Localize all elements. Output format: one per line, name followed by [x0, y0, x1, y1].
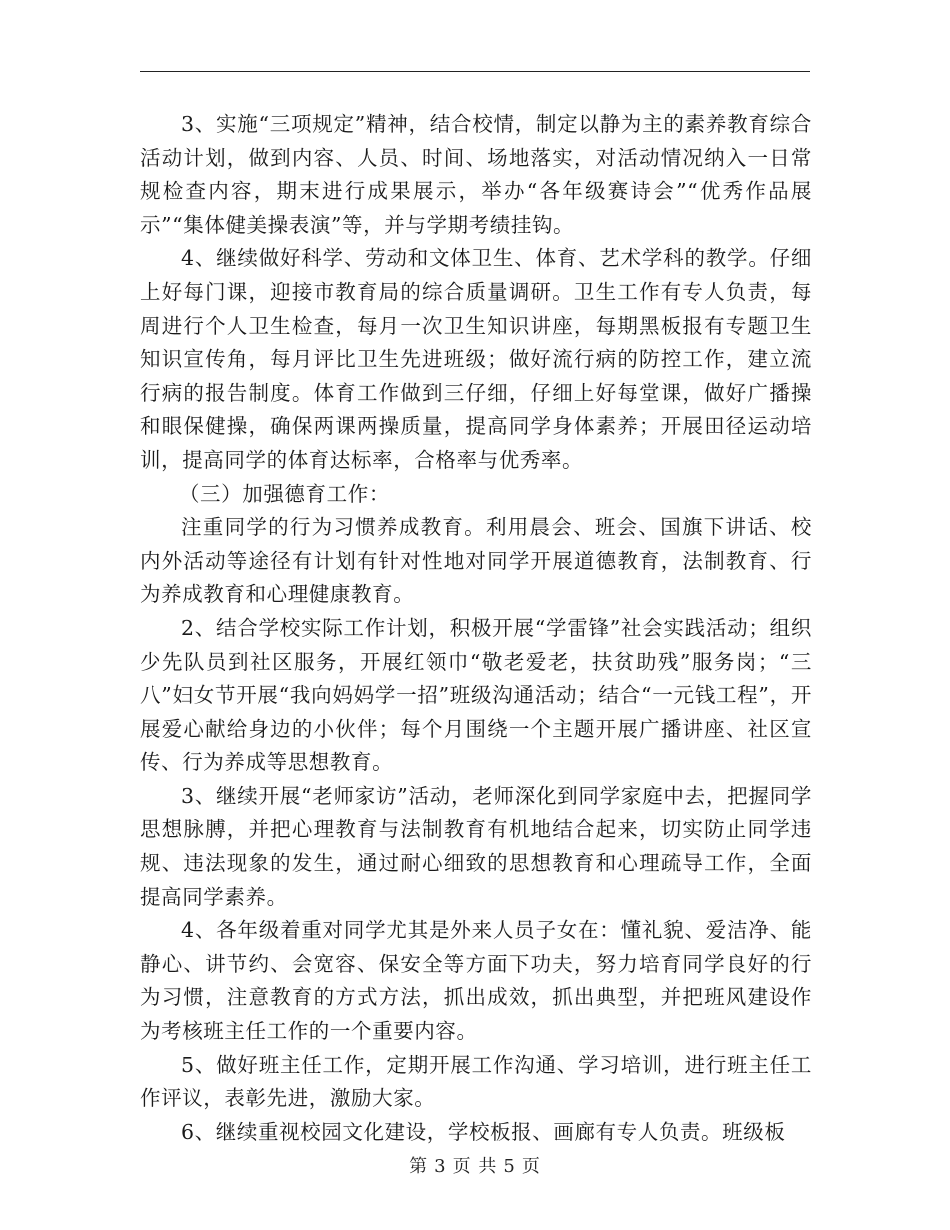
- footer-prefix: 第: [409, 1156, 429, 1177]
- section-heading: （三）加强德育工作：: [178, 481, 390, 506]
- footer-middle: 页 共: [452, 1156, 498, 1177]
- page-footer: [0, 1152, 950, 1178]
- footer-suffix: 页: [521, 1156, 541, 1177]
- paragraph-4: 2、结合学校实际工作计划，积极开展“学雷锋”社会实践活动；组织少先队员到社区服务，开展红领巾“敬老爱老，扶贫助残”服务岗；“三八”妇女节开展“我向妈妈学一招”班级沟通活动；结合“一元钱工程”，开展爱心献给身边的小伙伴；每个月围绕一个主题开展广播讲座、社区宣传、行为养成等思想教育。: [140, 615, 812, 775]
- paragraph-8: 6、继续重视校园文化建设，学校板报、画廊有专人负责。班级板: [181, 1119, 786, 1144]
- paragraph-7: 5、做好班主任工作，定期开展工作沟通、学习培训，进行班主任工作评议，表彰先进，激励大家。: [140, 1052, 812, 1111]
- paragraph-2: 4、继续做好科学、劳动和文体卫生、体育、艺术学科的教学。仔细上好每门课，迎接市教育局的综合质量调研。卫生工作有专人负责，每周进行个人卫生检查，每月一次卫生知识讲座，每期黑板报有专题卫生知识宣传角，每月评比卫生先进班级；做好流行病的防控工作，建立流行病的报告制度。体育工作做到三仔细，仔细上好每堂课，做好广播操和眼保健操，确保两课两操质量，提高同学身体素养；开展田径运动培训，提高同学的体育达标率，合格率与优秀率。: [140, 246, 812, 472]
- footer-total-pages: 5: [503, 1156, 516, 1177]
- paragraph-3: 注重同学的行为习惯养成教育。利用晨会、班会、国旗下讲话、校内外活动等途径有计划有针对性地对同学开展道德教育，法制教育、行为养成教育和心理健康教育。: [140, 515, 812, 607]
- paragraph-5: 3、继续开展“老师家访”活动，老师深化到同学家庭中去，把握同学思想脉膊，并把心理教育与法制教育有机地结合起来，切实防止同学违规、违法现象的发生，通过耐心细致的思想教育和心理疏导工作，全面提高同学素养。: [140, 783, 812, 909]
- header-rule: [140, 71, 810, 72]
- paragraph-1: 3、实施“三项规定”精神，结合校情，制定以静为主的素养教育综合活动计划，做到内容、人员、时间、场地落实，对活动情况纳入一日常规检查内容，期末进行成果展示，举办“各年级赛诗会”“优秀作品展示”“集体健美操表演”等，并与学期考绩挂钩。: [140, 112, 812, 237]
- paragraph-6: 4、各年级着重对同学尤其是外来人员子女在：懂礼貌、爱洁净、能静心、讲节约、会宽容、保安全等方面下功夫，努力培育同学良好的行为习惯，注意教育的方式方法，抓出成效，抓出典型，并把班风建设作为考核班主任工作的一个重要内容。: [140, 918, 812, 1044]
- footer-page-number: 3: [434, 1156, 447, 1177]
- document-body: [140, 108, 812, 1149]
